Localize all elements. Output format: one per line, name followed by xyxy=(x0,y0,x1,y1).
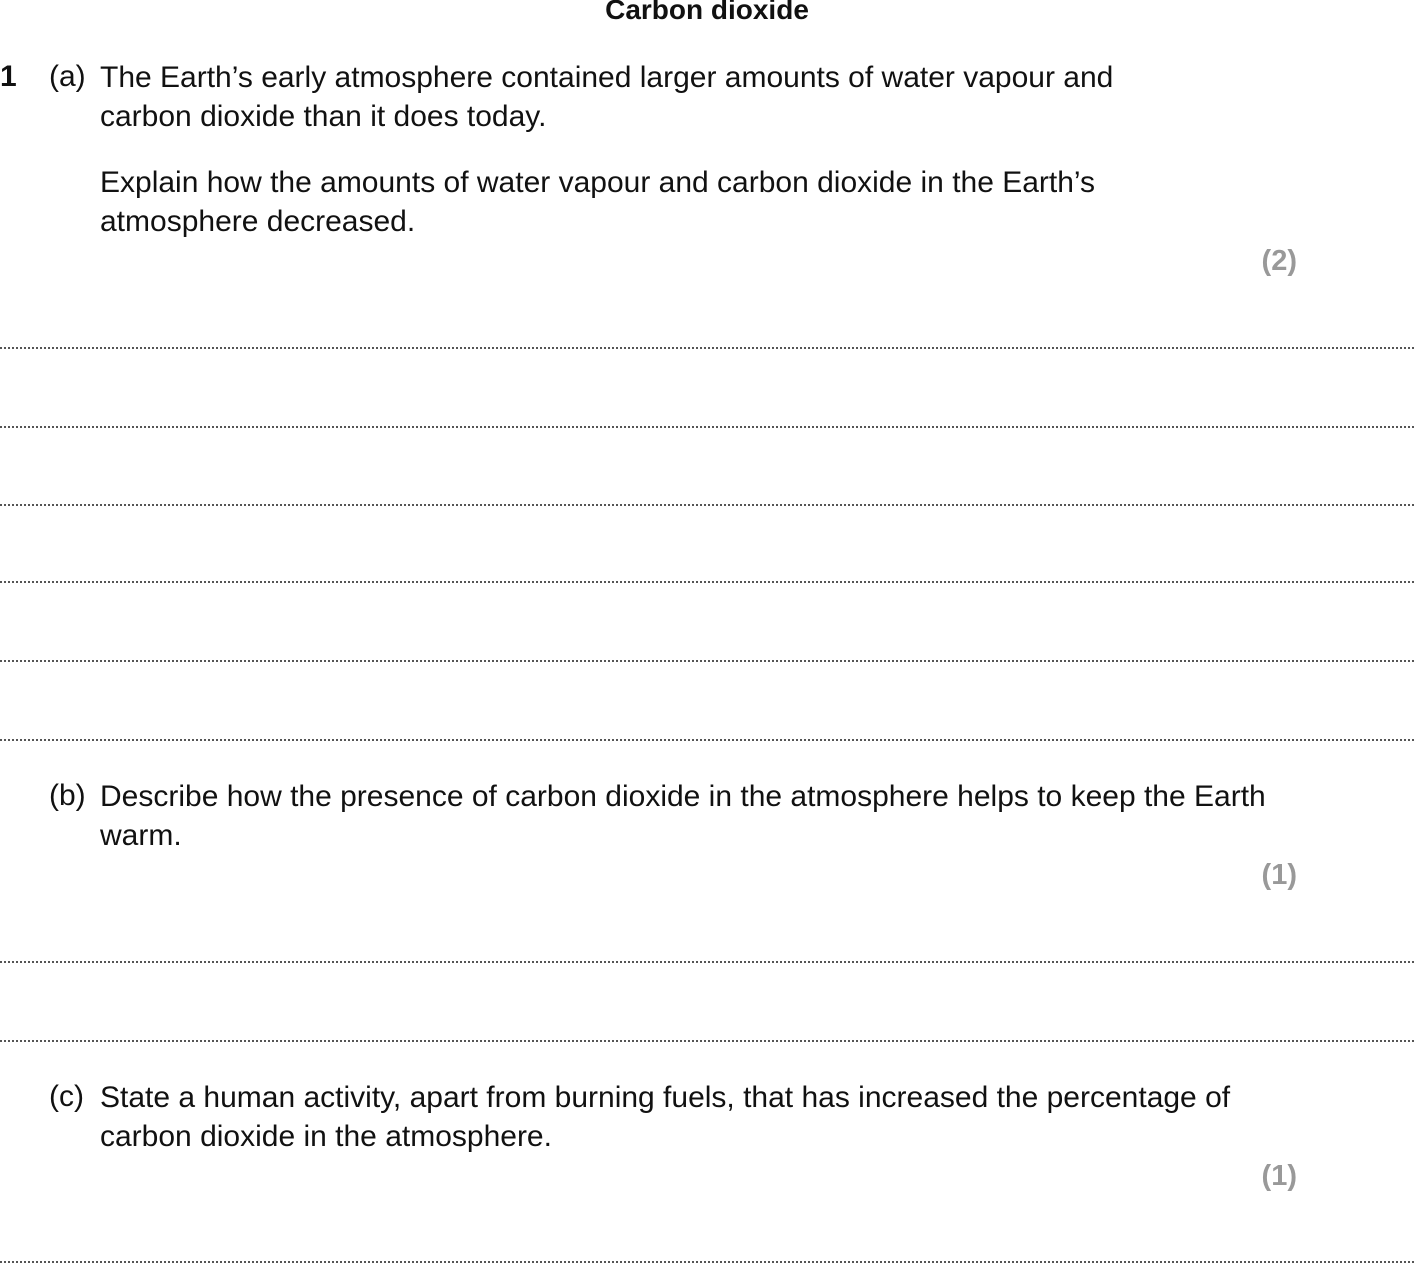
part-a-instruction: Explain how the amounts of water vapour and carbon dioxide in the Earth’s atmosphere decreased. xyxy=(100,166,1096,238)
answer-line-a5[interactable] xyxy=(0,660,1414,662)
answer-line-a6[interactable] xyxy=(0,739,1414,741)
answer-line-a2[interactable] xyxy=(0,426,1414,428)
part-b-label: (b) xyxy=(49,779,86,812)
answer-line-b1[interactable] xyxy=(0,961,1414,963)
part-c-label: (c) xyxy=(49,1080,84,1113)
part-a-stem: The Earth’s early atmosphere contained larger amounts of water vapour and carbon dioxide than it does today. xyxy=(100,61,1114,133)
page-title: Carbon dioxide xyxy=(605,0,809,25)
answer-line-a1[interactable] xyxy=(0,347,1414,349)
part-a-label: (a) xyxy=(49,60,86,93)
part-b-marks: (1) xyxy=(1261,859,1297,891)
answer-line-c1[interactable] xyxy=(0,1261,1414,1263)
answer-line-b2[interactable] xyxy=(0,1040,1414,1042)
answer-line-a3[interactable] xyxy=(0,504,1414,506)
answer-line-a4[interactable] xyxy=(0,581,1414,583)
part-b-stem: Describe how the presence of carbon dioxide in the atmosphere helps to keep the Earth warm. xyxy=(100,780,1266,852)
part-c-stem: State a human activity, apart from burning fuels, that has increased the percentage of carbon dioxide in the atmosphere. xyxy=(100,1081,1231,1153)
part-a-marks: (2) xyxy=(1261,245,1297,277)
question-number: 1 xyxy=(0,60,17,93)
part-c-marks: (1) xyxy=(1261,1160,1297,1192)
